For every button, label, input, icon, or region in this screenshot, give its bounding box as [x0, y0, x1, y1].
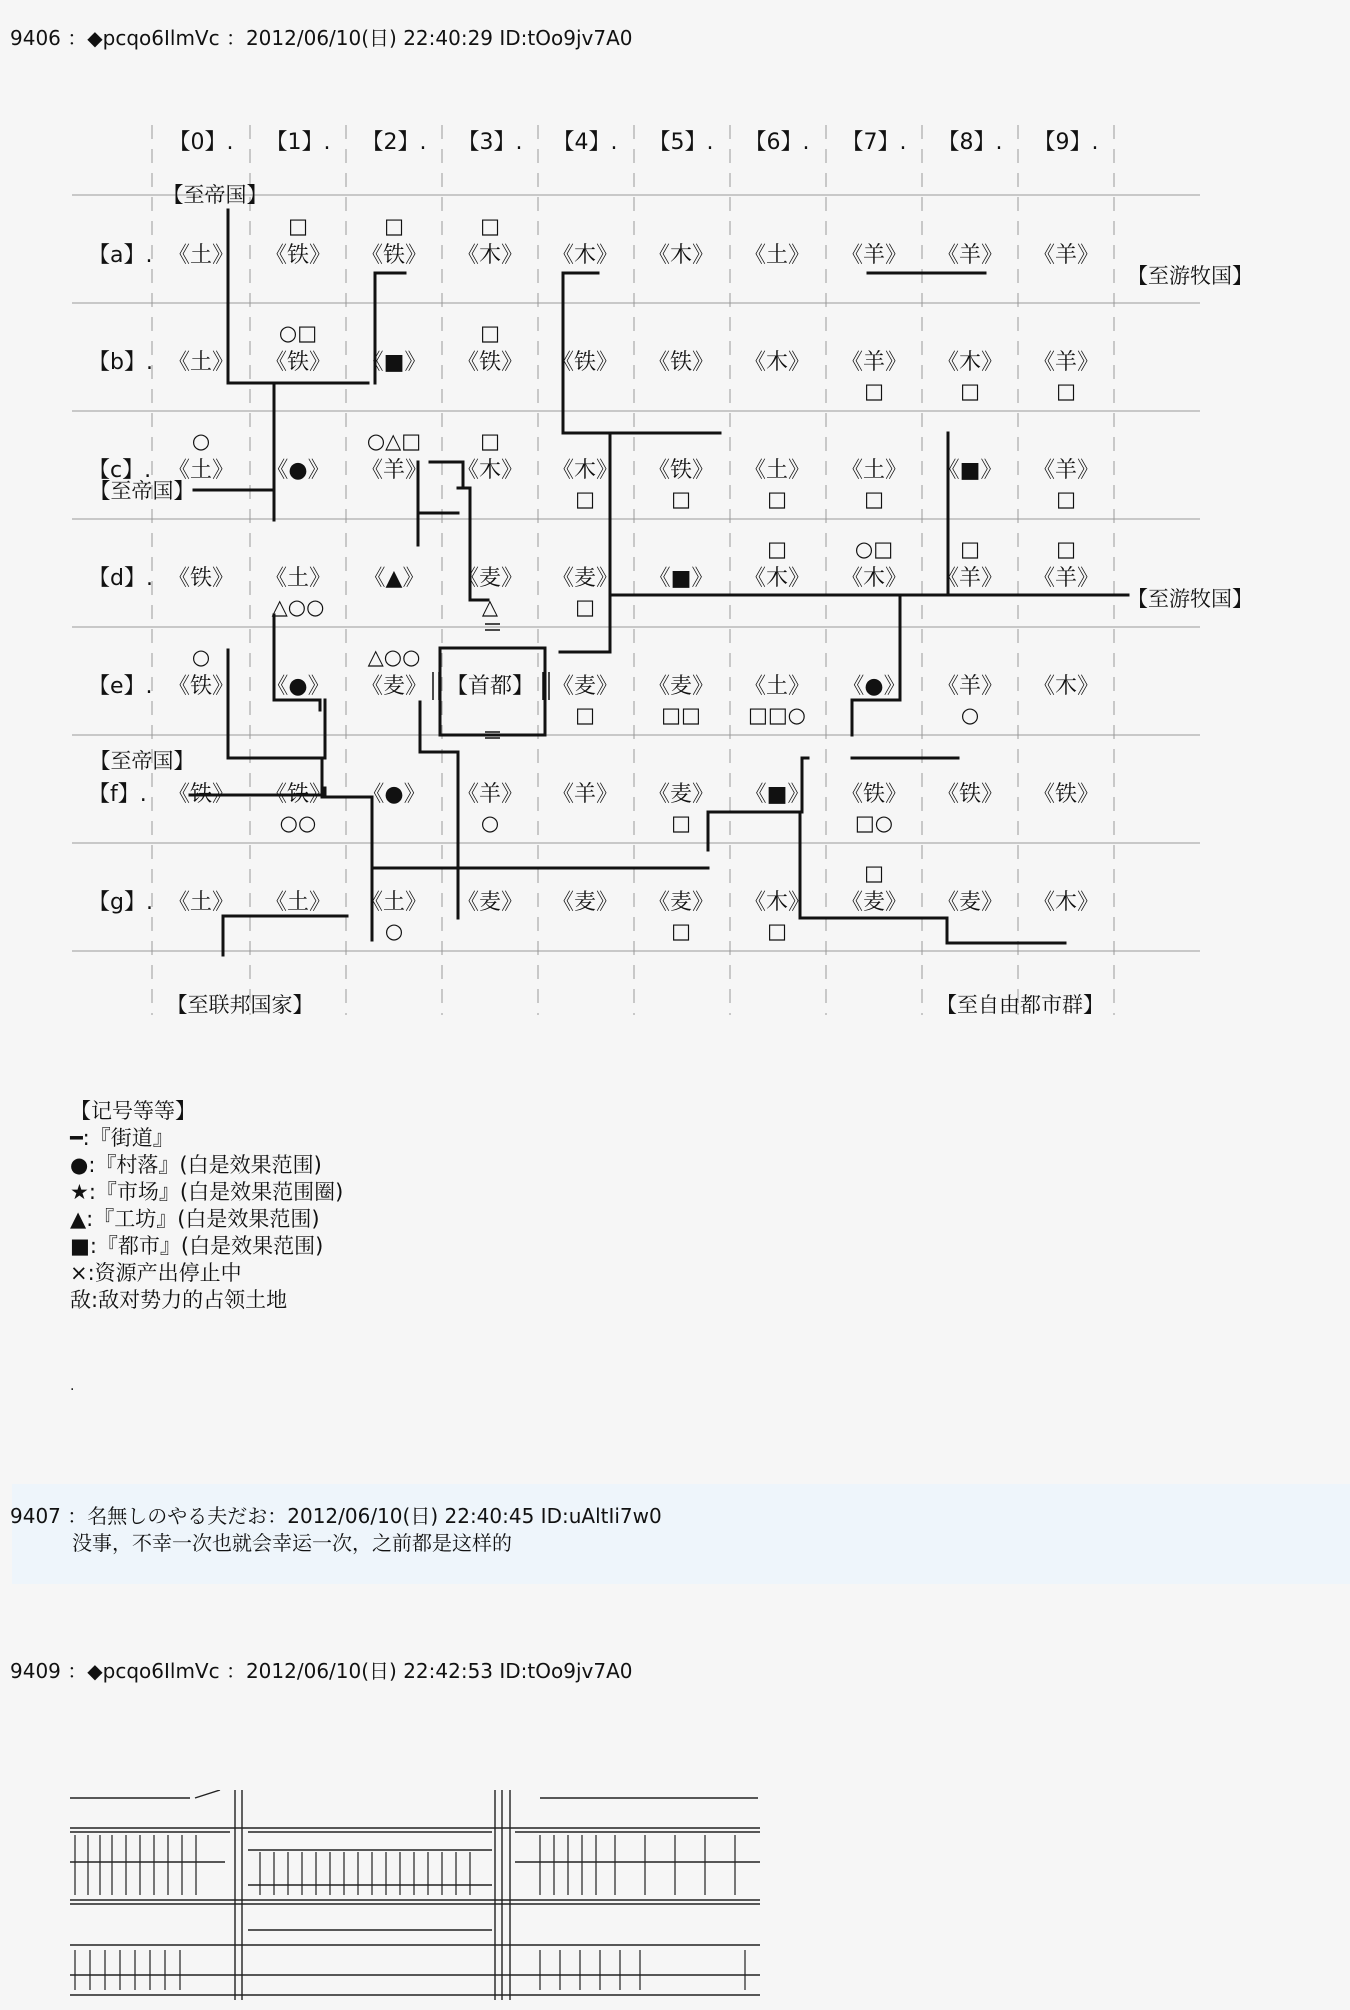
row-header: 【b】. [88, 350, 153, 375]
territory-cell: 《▲》 [363, 566, 425, 591]
row-header: 【f】. [88, 782, 147, 807]
territory-cell: 《羊》 [840, 243, 908, 268]
territory-cell: 《铁》 [840, 782, 908, 807]
territory-cell: 《铁》 [551, 350, 619, 375]
territory-cell: 《铁》 [167, 674, 235, 699]
territory-cell: 《木》 [456, 458, 524, 483]
post-body-9407: 没事，不幸一次也就会幸运一次，之前都是这样的 [72, 1531, 512, 1555]
territory-cell: 《铁》 [264, 782, 332, 807]
effect-marks: □ [1056, 379, 1076, 403]
effect-marks: □ [671, 811, 691, 835]
effect-marks: □ [767, 919, 787, 943]
column-header: 【6】. [744, 130, 810, 155]
row-header: 【e】. [88, 674, 153, 699]
territory-cell: 《麦》 [456, 566, 524, 591]
territory-cell: 《土》 [840, 458, 908, 483]
territory-cell: 《羊》 [840, 350, 908, 375]
territory-cell: 《●》 [266, 458, 330, 483]
effect-marks: □ [575, 487, 595, 511]
row-header: 【c】. [88, 458, 152, 483]
territory-cell: 《铁》 [167, 782, 235, 807]
effect-marks: ○ [384, 919, 404, 943]
effect-marks: □ [671, 919, 691, 943]
territory-cell: 《土》 [167, 350, 235, 375]
column-header: 【7】. [841, 130, 907, 155]
column-header: 【1】. [265, 130, 331, 155]
territory-cell: 《羊》 [1032, 566, 1100, 591]
post-header-9406: 9406 ：◆pcqo6IlmVc ：2012/06/10(日) 22:40:29 ID:tOo9jv7A0 [10, 26, 633, 50]
territory-cell: 《木》 [551, 458, 619, 483]
territory-cell: 《铁》 [360, 243, 428, 268]
effect-marks: □ [767, 537, 787, 561]
legend-market: ★:『市场』(白是效果范围圈) [70, 1180, 344, 1204]
column-header: 【8】. [937, 130, 1003, 155]
territory-cell: 《木》 [743, 890, 811, 915]
territory-cell: 《羊》 [936, 674, 1004, 699]
row-header: 【a】. [88, 243, 153, 268]
territory-cell: 《铁》 [167, 566, 235, 591]
label-to-empire: 【至帝国】 [162, 183, 268, 207]
effect-marks: △ [481, 595, 499, 619]
effect-marks: ○□ [854, 537, 894, 561]
row-header: 【d】. [88, 566, 153, 591]
territory-cell: 《■》 [744, 782, 810, 807]
label-to-nomad-state: 【至游牧国】 [1127, 264, 1253, 288]
territory-cell: 《木》 [1032, 890, 1100, 915]
effect-marks: □ [480, 321, 500, 345]
territory-cell: 《木》 [840, 566, 908, 591]
territory-cell: 《木》 [456, 243, 524, 268]
effect-marks: ○□ [278, 321, 318, 345]
territory-cell: 《铁》 [264, 243, 332, 268]
effect-marks: □ [960, 379, 980, 403]
territory-cell: 《羊》 [551, 782, 619, 807]
effect-marks: □ [480, 214, 500, 238]
effect-marks: □ [671, 487, 691, 511]
effect-marks: ○○ [279, 811, 317, 835]
territory-cell: 《羊》 [1032, 458, 1100, 483]
effect-marks: □ [864, 861, 884, 885]
territory-cell: 《■》 [937, 458, 1003, 483]
territory-cell: 《土》 [167, 890, 235, 915]
effect-marks: □ [960, 537, 980, 561]
territory-cell: 《木》 [551, 243, 619, 268]
effect-marks: □□○ [747, 703, 807, 727]
effect-marks: △○○ [271, 595, 325, 619]
territory-cell: 《羊》 [456, 782, 524, 807]
territory-cell: 《麦》 [551, 890, 619, 915]
territory-cell: 《土》 [743, 674, 811, 699]
territory-cell: 《木》 [936, 350, 1004, 375]
effect-marks: △○○ [367, 645, 421, 669]
column-header: 【3】. [457, 130, 523, 155]
territory-cell: 《麦》 [360, 674, 428, 699]
territory-cell: 《木》 [1032, 674, 1100, 699]
territory-cell: 《铁》 [1032, 782, 1100, 807]
territory-cell: 《铁》 [647, 350, 715, 375]
territory-cell: 《土》 [167, 458, 235, 483]
post-header-9409: 9409 ：◆pcqo6IlmVc ：2012/06/10(日) 22:42:53 ID:tOo9jv7A0 [10, 1659, 633, 1683]
effect-marks: ○ [191, 429, 211, 453]
territory-map [0, 110, 1350, 1030]
territory-cell: 《羊》 [936, 243, 1004, 268]
row-header: 【g】. [88, 890, 153, 915]
territory-cell: 《麦》 [551, 566, 619, 591]
territory-cell: 《土》 [264, 890, 332, 915]
effect-marks: ○△□ [366, 429, 422, 453]
effect-marks: □□ [661, 703, 701, 727]
effect-marks: ○ [191, 645, 211, 669]
territory-cell: 《羊》 [1032, 243, 1100, 268]
legend-workshop: ▲:『工坊』(白是效果范围) [70, 1207, 320, 1231]
territory-cell: 《麦》 [647, 782, 715, 807]
effect-marks: □ [1056, 487, 1076, 511]
column-header: 【4】. [552, 130, 618, 155]
territory-cell: 《■》 [648, 566, 714, 591]
territory-cell: 《羊》 [360, 458, 428, 483]
territory-cell: 《●》 [842, 674, 906, 699]
territory-cell: 《麦》 [551, 674, 619, 699]
territory-cell: 《●》 [362, 782, 426, 807]
territory-cell: 《木》 [743, 566, 811, 591]
territory-cell: 《麦》 [936, 890, 1004, 915]
effect-marks: □ [575, 595, 595, 619]
effect-marks: □ [480, 429, 500, 453]
territory-cell: 《麦》 [840, 890, 908, 915]
label-to-empire: 【至帝国】 [89, 749, 195, 773]
effect-marks: ○ [960, 703, 980, 727]
label-to-empire: 【至帝国】 [89, 479, 195, 503]
territory-cell: 《土》 [360, 890, 428, 915]
territory-cell: 《土》 [167, 243, 235, 268]
territory-cell: 《铁》 [936, 782, 1004, 807]
ascii-art-building [70, 1790, 770, 2010]
territory-cell: 《■》 [361, 350, 427, 375]
legend-road: ━:『街道』 [70, 1126, 174, 1150]
legend-title: 【记号等等】 [70, 1099, 196, 1123]
territory-cell: 《土》 [264, 566, 332, 591]
territory-cell: 《木》 [743, 350, 811, 375]
effect-marks: □ [864, 487, 884, 511]
post-header-9407: 9407 ：名無しのやる夫だお：2012/06/10(日) 22:40:45 ID:uAltIi7w0 [10, 1504, 662, 1528]
legend-enemy: 敌:敌对势力的占领土地 [70, 1288, 288, 1312]
column-header: 【2】. [361, 130, 427, 155]
legend [70, 1098, 343, 1314]
effect-marks: □ [767, 487, 787, 511]
column-header: 【5】. [648, 130, 714, 155]
label-to-federation: 【至联邦国家】 [166, 993, 314, 1017]
legend-city: ■:『都市』(白是效果范围) [70, 1234, 324, 1258]
grid-lines [72, 125, 1200, 1015]
effect-marks: □○ [854, 811, 894, 835]
territory-cell: 《铁》 [647, 458, 715, 483]
column-header: 【9】. [1033, 130, 1099, 155]
territory-cell: 《麦》 [647, 674, 715, 699]
separator-dot: . [70, 1378, 75, 1394]
effect-marks: □ [575, 703, 595, 727]
column-header: 【0】. [168, 130, 234, 155]
label-to-nomad-state: 【至游牧国】 [1127, 587, 1253, 611]
territory-cell: 《铁》 [264, 350, 332, 375]
territory-cell: 《●》 [266, 674, 330, 699]
territory-cell: 《铁》 [456, 350, 524, 375]
legend-village: ●:『村落』(白是效果范围) [70, 1153, 322, 1177]
label-to-free-cities: 【至自由都市群】 [936, 993, 1104, 1017]
territory-cell: 《土》 [743, 458, 811, 483]
territory-cell: 《麦》 [647, 890, 715, 915]
territory-cell: 《羊》 [1032, 350, 1100, 375]
legend-stopped: ×:资源产出停止中 [70, 1261, 242, 1285]
territory-cell: 《羊》 [936, 566, 1004, 591]
effect-marks: □ [288, 214, 308, 238]
effect-marks: ○ [480, 811, 500, 835]
territory-cell: 《土》 [743, 243, 811, 268]
territory-cell: 【首都】 [445, 674, 535, 699]
territory-cell: 《麦》 [456, 890, 524, 915]
territory-cell: 《木》 [647, 243, 715, 268]
effect-marks: □ [864, 379, 884, 403]
effect-marks: □ [384, 214, 404, 238]
effect-marks: □ [1056, 537, 1076, 561]
